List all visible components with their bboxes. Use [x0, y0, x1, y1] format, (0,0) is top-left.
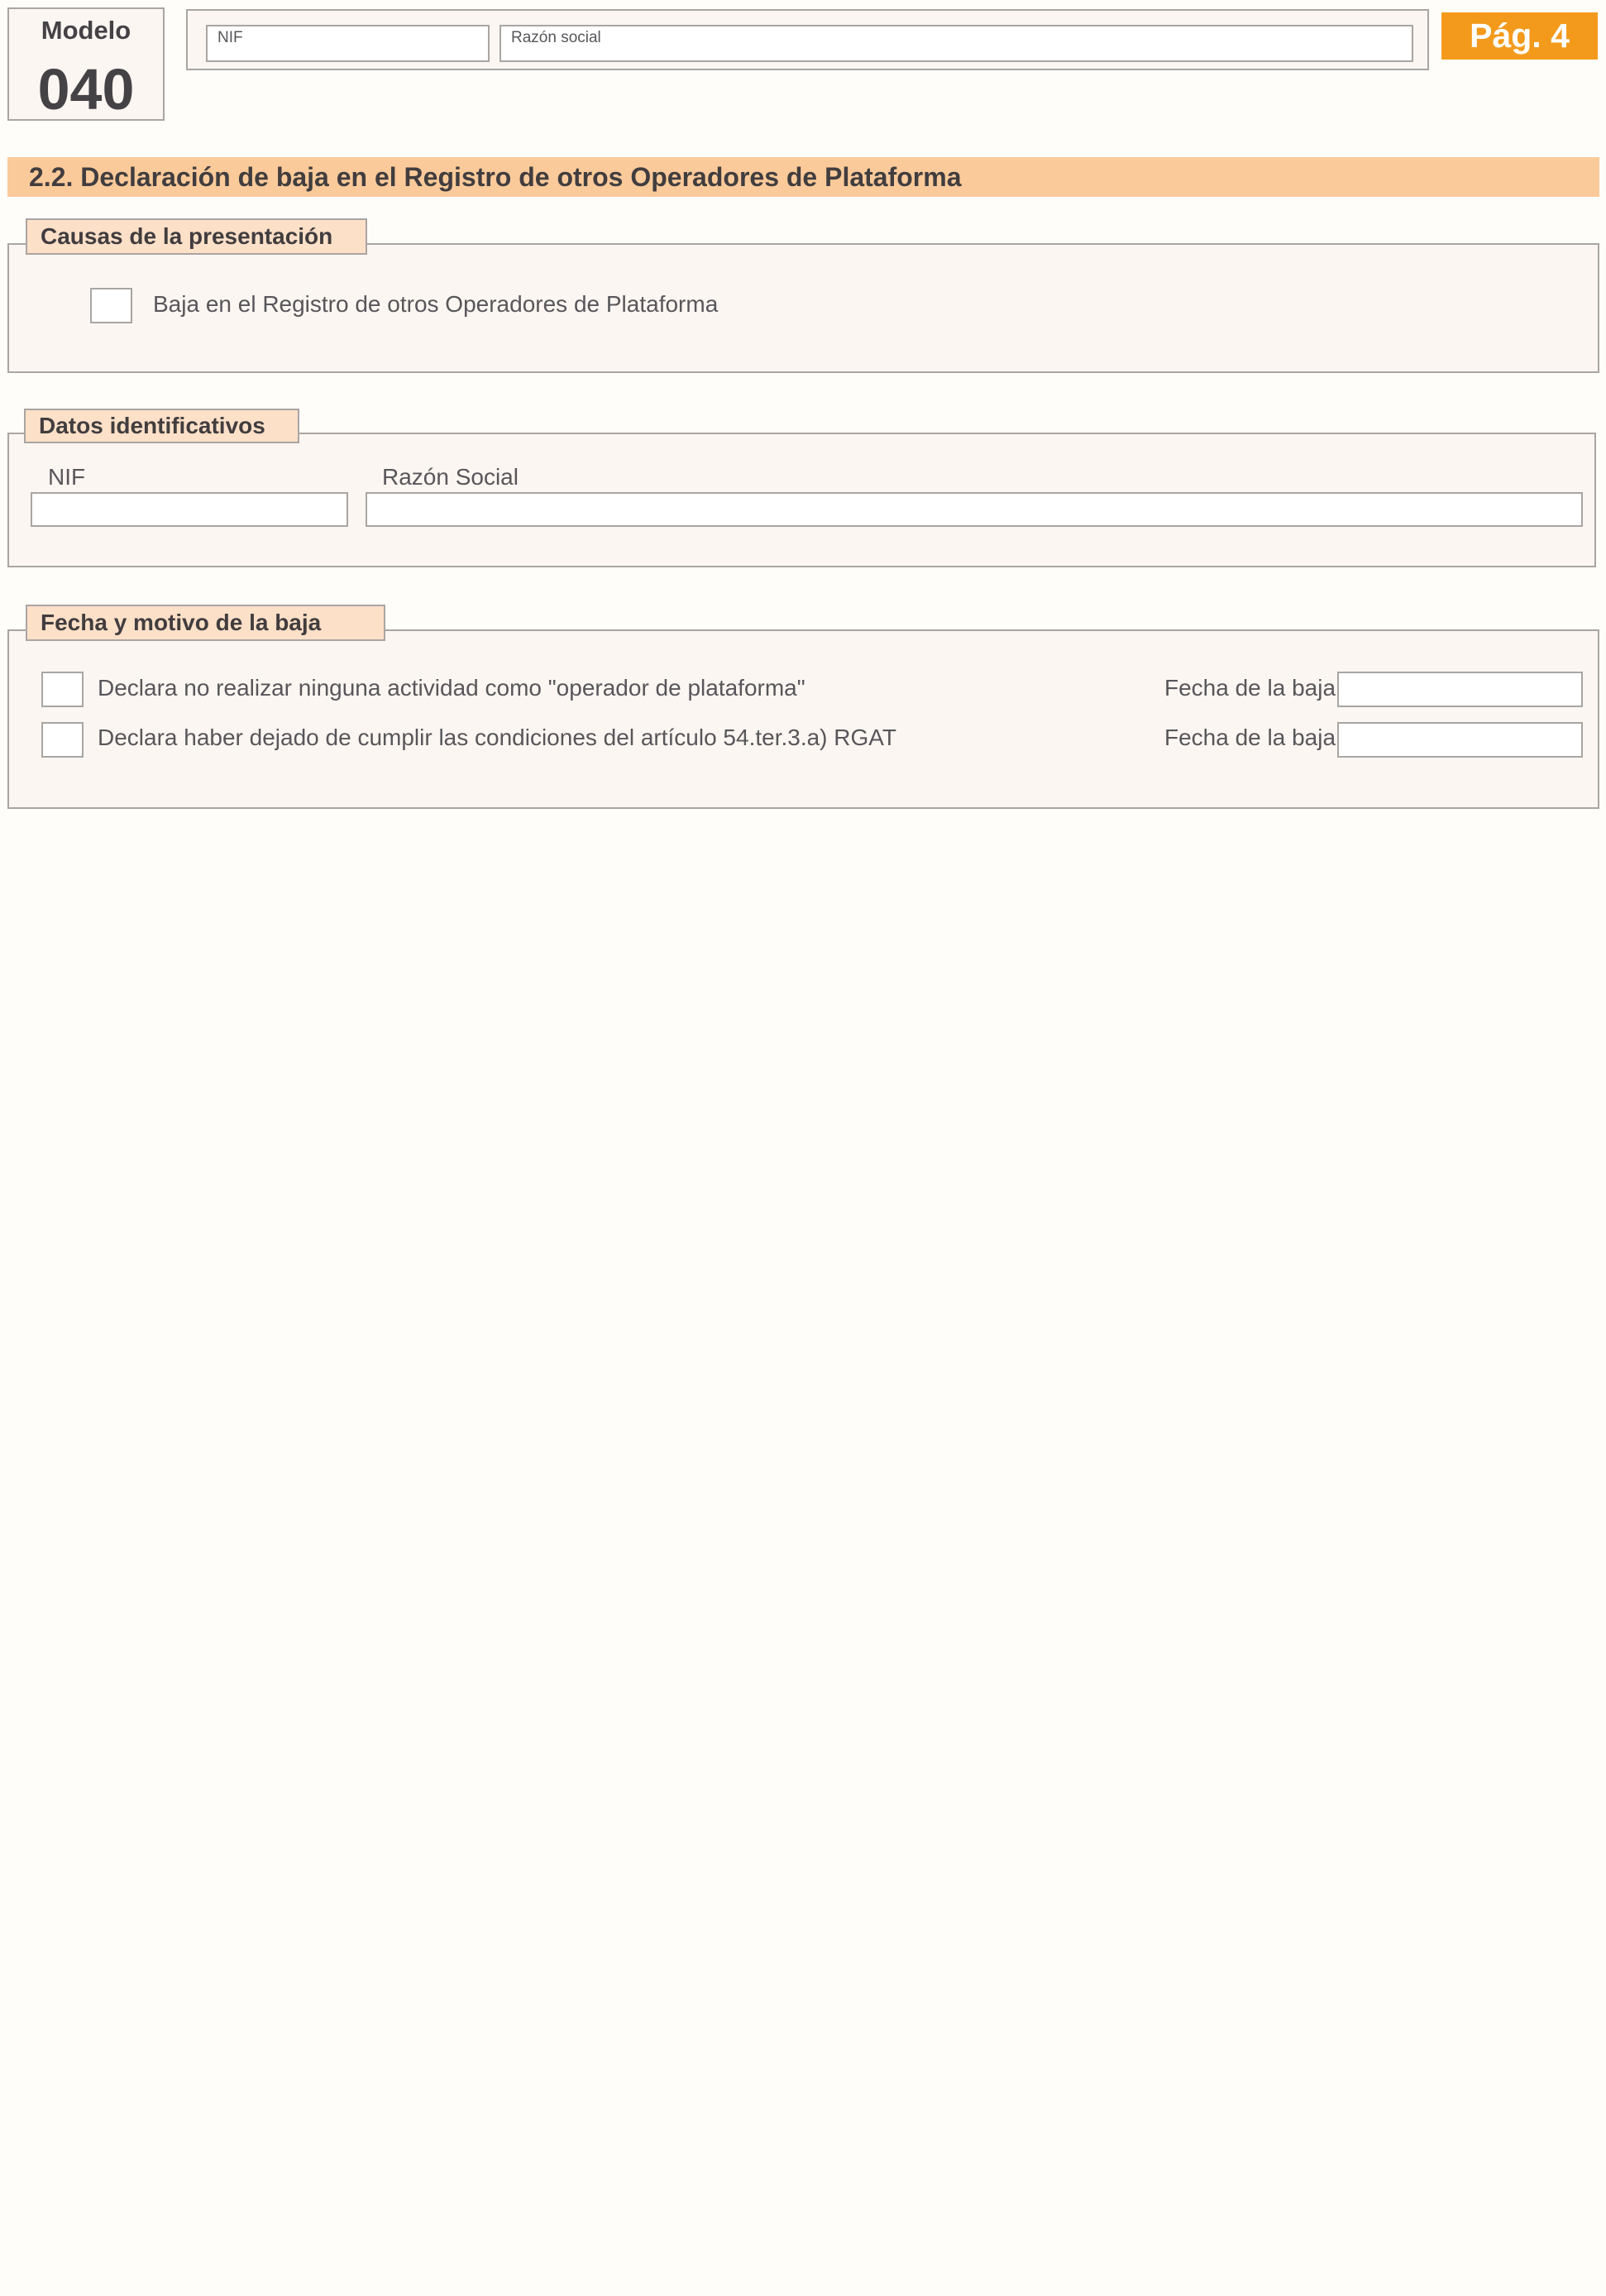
fecha-panel	[7, 629, 1599, 809]
fecha-panel-tab: Fecha y motivo de la baja	[26, 605, 385, 641]
causas-panel-tab: Causas de la presentación	[26, 218, 367, 255]
no-actividad-checkbox[interactable]	[41, 672, 84, 707]
header-id-panel	[186, 9, 1429, 70]
page-badge: Pág. 4	[1441, 12, 1598, 60]
model-number: 040	[37, 57, 135, 122]
datos-razon-social-input[interactable]	[366, 492, 1583, 527]
datos-nif-label: NIF	[48, 464, 86, 490]
datos-nif-input[interactable]	[31, 492, 348, 527]
header-nif-field[interactable]	[206, 25, 490, 62]
model-label: Modelo	[41, 16, 131, 45]
baja-registro-label: Baja en el Registro de otros Operadores de Plataforma	[153, 291, 719, 317]
model-box	[7, 7, 165, 121]
datos-razon-social-label: Razón Social	[382, 464, 519, 490]
dejado-cumplir-label: Declara haber dejado de cumplir las condiciones del artículo 54.ter.3.a) RGAT	[98, 725, 896, 750]
baja-registro-checkbox[interactable]	[90, 288, 132, 323]
header-nif-label: NIF	[217, 29, 243, 46]
header-razon-social-label: Razón social	[511, 29, 601, 46]
dejado-cumplir-checkbox[interactable]	[41, 722, 84, 758]
datos-panel-tab: Datos identificativos	[24, 409, 299, 443]
section-title: 2.2. Declaración de baja en el Registro de otros Operadores de Plataforma	[7, 157, 1599, 197]
fecha-baja-label-2: Fecha de la baja	[1164, 725, 1336, 750]
header-razon-social-field[interactable]	[499, 25, 1413, 62]
fecha-baja-input-1[interactable]	[1337, 672, 1583, 707]
no-actividad-label: Declara no realizar ninguna actividad como "operador de plataforma"	[98, 675, 805, 701]
fecha-baja-label-1: Fecha de la baja	[1164, 675, 1336, 701]
fecha-baja-input-2[interactable]	[1337, 722, 1583, 758]
